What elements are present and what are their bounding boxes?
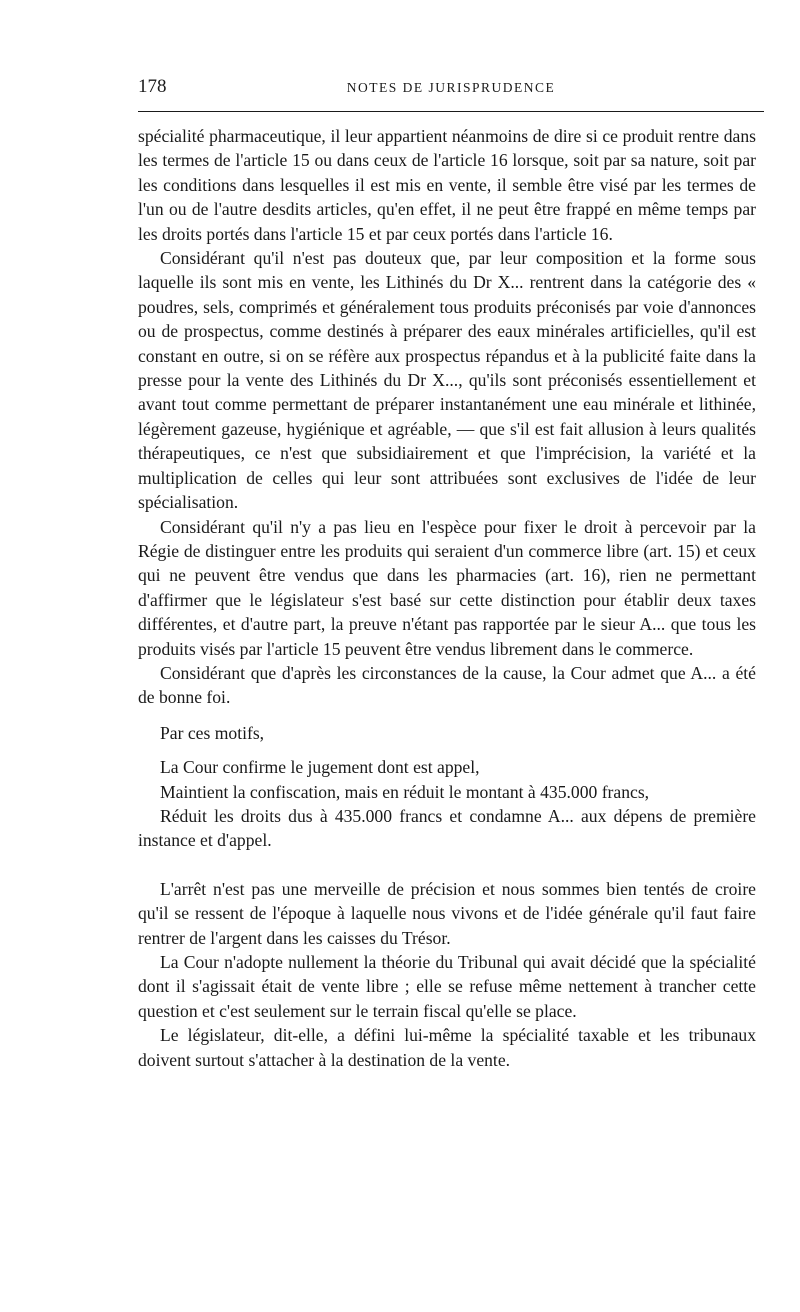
paragraph-cour-confirme: La Cour confirme le jugement dont est appel, [160,757,480,778]
paragraph-considerant-lithines: Considérant qu'il n'est pas douteux que, par leur composition et la forme sous laquelle ils sont mis en vente, les Lithinés du Dr X... rentrent dans la catégorie des « poudres, sels, comprimés et généralement tous produits préconisés par voie d'annonces ou de prospectus, comme destinés à préparer des eaux minérales artificielles, qu'il est constant en outre, si on se réfère aux prospectus répandus et à la publicité faite dans la presse pour la vente des Lithinés du Dr X..., qu'ils sont préconisés essentiellement et avant tout comme permettant de préparer instantanément une eau minérale et lithinée, légèrement gazeuse, hygiénique et agréable, — que s'il est fait allusion à leurs qualités thérapeutiques, ce n'est que subsidiairement et que l'imprécision, la variété et la multiplication de celles qui leur sont attribuées sont exclusives de l'idée de leur spécialisation. [138,248,756,513]
paragraph-considerant-bonne-foi: Considérant que d'après les circonstances de la cause, la Cour admet que A... a été de bonne foi. [138,662,756,708]
paragraph-continuation: spécialité pharmaceutique, il leur appartient néanmoins de dire si ce produit rentre dans les termes de l'article 15 ou dans ceux de l'article 16 lorsque, soit par sa nature, soit par les conditions dans lesquelles il est mis en vente, il semble être visé par les termes de l'un ou de l'autre desdits articles, qu'en effet, il ne peut être frappé en même temps par les droits portés dans l'article 15 et par ceux portés dans l'article 16. [138,126,756,244]
header-rule [138,111,764,112]
paragraph-reduit-droits: Réduit les droits dus à 435.000 francs et condamne A... aux dépens de première instance et d'appel. [138,805,756,851]
paragraph-commentary-arret: L'arrêt n'est pas une merveille de précision et nous sommes bien tentés de croire qu'il se ressent de l'époque à laquelle nous vivons et de l'idée générale qu'il faut faire rentrer de l'argent dans les caisses du Trésor. [138,878,756,948]
paragraph-considerant-regie: Considérant qu'il n'y a pas lieu en l'espèce pour fixer le droit à percevoir par la Régie de distinguer entre les produits qui seraient d'un commerce libre (art. 15) et ceux qui ne peuvent être vendus que dans les pharmacies (art. 16), rien ne permettant d'affirmer que le législateur s'est basé sur cette distinction pour établir deux taxes différentes, et d'autre part, la preuve n'étant pas rapportée par le sieur A... que tous les produits visés par l'article 15 peuvent être vendus librement dans le commerce. [138,516,756,659]
paragraph-maintient-confiscation: Maintient la confiscation, mais en réduit le montant à 435.000 francs, [160,781,650,802]
paragraph-commentary-cour: La Cour n'adopte nullement la théorie du Tribunal qui avait décidé que la spécialité dont il s'agissait était de vente libre ; elle se refuse même nettement à trancher cette question et c'est seulement sur le terrain fiscal qu'elle se place. [138,952,756,1021]
running-title: NOTES DE JURISPRUDENCE [346,80,556,95]
page-number: 178 [138,76,167,97]
paragraph-par-ces-motifs: Par ces motifs, [160,722,265,743]
body-text [138,124,756,1072]
page-header [138,72,764,100]
paragraph-commentary-legislateur: Le législateur, dit-elle, a défini lui-même la spécialité taxable et les tribunaux doivent surtout s'attacher à la destination de la vente. [138,1025,756,1070]
